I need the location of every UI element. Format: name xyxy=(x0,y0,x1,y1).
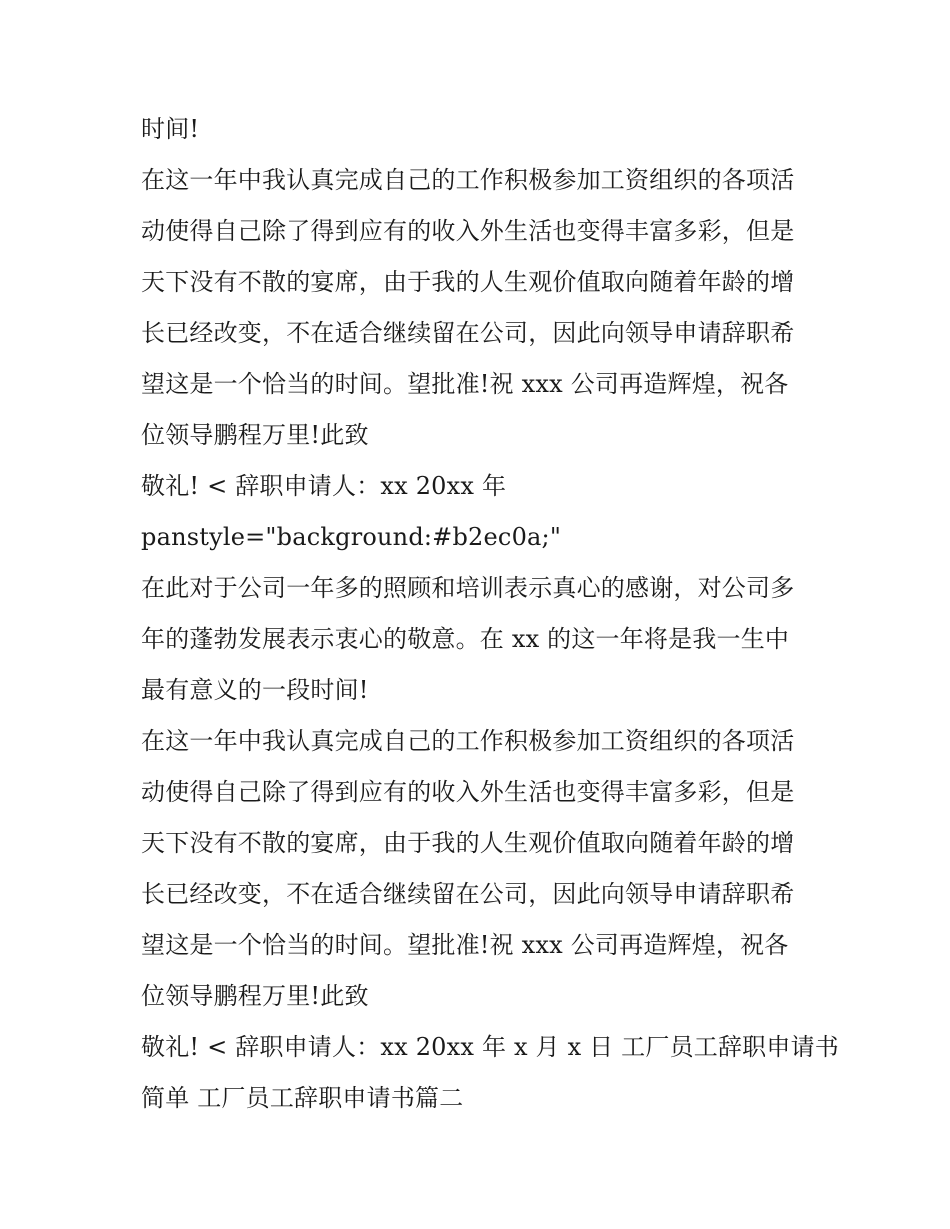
text-line: 位领导鹏程万里!此致 xyxy=(141,421,369,449)
text-line: 天下没有不散的宴席，由于我的人生观价值取向随着年龄的增 xyxy=(141,268,795,296)
document-page xyxy=(141,104,839,1124)
text-line: panstyle="background:#b2ec0a;" xyxy=(141,523,562,551)
text-line: 在这一年中我认真完成自己的工作积极参加工资组织的各项活 xyxy=(141,727,795,755)
text-line: 敬礼! < 辞职申请人：xx 20xx 年 x 月 x 日 工厂员工辞职申请书 xyxy=(141,1033,839,1061)
text-line: 年的蓬勃发展表示衷心的敬意。在 xx 的这一年将是我一生中 xyxy=(141,625,790,653)
text-line: 长已经改变，不在适合继续留在公司，因此向领导申请辞职希 xyxy=(141,880,795,908)
text-line: 长已经改变，不在适合继续留在公司，因此向领导申请辞职希 xyxy=(141,319,795,347)
text-line: 简单 工厂员工辞职申请书篇二 xyxy=(141,1084,464,1112)
text-line: 动使得自己除了得到应有的收入外生活也变得丰富多彩，但是 xyxy=(141,778,795,806)
text-line: 望这是一个恰当的时间。望批准!祝 xxx 公司再造辉煌，祝各 xyxy=(141,370,789,398)
text-line: 望这是一个恰当的时间。望批准!祝 xxx 公司再造辉煌，祝各 xyxy=(141,931,789,959)
text-line: 敬礼! < 辞职申请人：xx 20xx 年 xyxy=(141,472,507,500)
text-line: 在这一年中我认真完成自己的工作积极参加工资组织的各项活 xyxy=(141,166,795,194)
text-line: 天下没有不散的宴席，由于我的人生观价值取向随着年龄的增 xyxy=(141,829,795,857)
text-line: 在此对于公司一年多的照顾和培训表示真心的感谢，对公司多 xyxy=(141,574,795,602)
text-line: 位领导鹏程万里!此致 xyxy=(141,982,369,1010)
text-line: 动使得自己除了得到应有的收入外生活也变得丰富多彩，但是 xyxy=(141,217,795,245)
text-line: 最有意义的一段时间! xyxy=(141,676,369,704)
text-line: 时间! xyxy=(141,115,200,143)
